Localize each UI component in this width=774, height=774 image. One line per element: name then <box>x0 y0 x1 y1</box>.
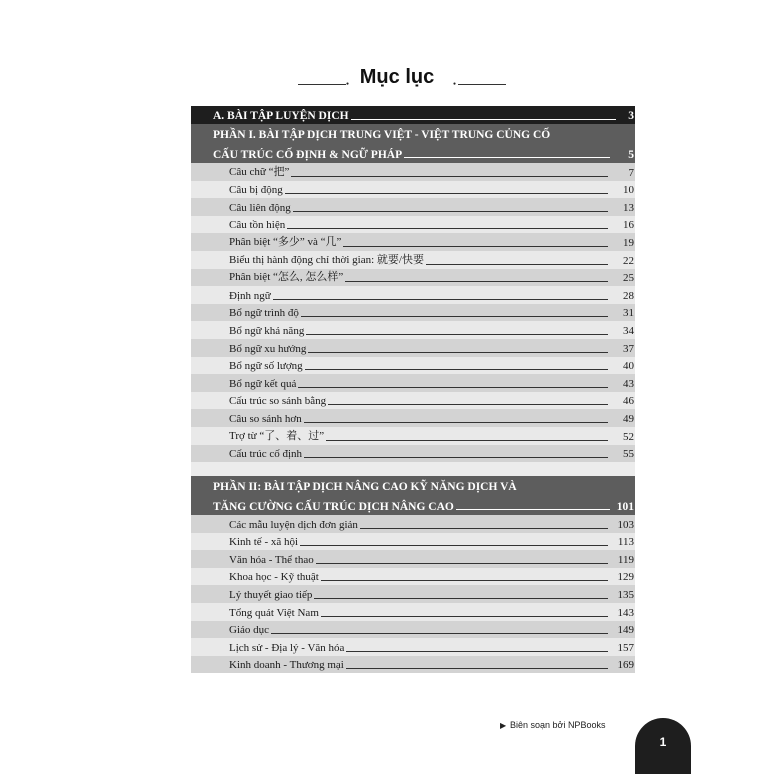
toc-entry-page: 16 <box>623 219 634 232</box>
footer-credit: Biên soạn bởi NPBooks <box>510 720 606 730</box>
part-2-entries <box>191 515 635 673</box>
toc-entry-label: Bổ ngữ trình độ <box>229 307 299 320</box>
toc-entry-page: 13 <box>623 201 634 214</box>
toc-entry[interactable] <box>191 638 635 656</box>
toc-entry[interactable] <box>191 585 635 603</box>
toc-entry[interactable] <box>191 392 635 410</box>
toc-entry-page: 143 <box>617 606 634 619</box>
toc-entry-label: Bổ ngữ kết quả <box>229 377 297 390</box>
toc-entry-label: Các mẫu luyện dịch đơn giản <box>229 518 358 531</box>
toc-entry-label: Câu liên động <box>229 201 291 214</box>
leader-line <box>305 369 608 370</box>
toc-entry[interactable] <box>191 533 635 551</box>
toc-entry-label: Câu bị động <box>229 184 283 197</box>
leader-line <box>308 352 608 353</box>
toc-entry-page: 149 <box>617 624 634 637</box>
toc-entry-page: 7 <box>628 166 634 179</box>
part-2-page: 101 <box>616 501 634 514</box>
toc-entry-page: 46 <box>623 395 634 408</box>
toc-entry[interactable] <box>191 286 635 304</box>
toc-entry-label: Văn hóa - Thể thao <box>229 553 314 566</box>
toc-entry[interactable] <box>191 163 635 181</box>
toc-part-2[interactable] <box>191 476 635 515</box>
toc-entry[interactable] <box>191 251 635 269</box>
title-dot-right: ● <box>453 82 457 87</box>
section-a-label: A. BÀI TẬP LUYỆN DỊCH <box>213 110 349 122</box>
leader-line <box>351 119 616 120</box>
toc-entry[interactable] <box>191 374 635 392</box>
toc-entry-page: 31 <box>623 307 634 320</box>
toc-entry-label: Câu so sánh hơn <box>229 412 302 425</box>
toc-entry[interactable] <box>191 233 635 251</box>
leader-line <box>346 668 608 669</box>
toc-entry[interactable] <box>191 269 635 287</box>
leader-line <box>304 457 608 458</box>
toc-entry-label: Kinh doanh - Thương mại <box>229 659 344 672</box>
leader-line <box>291 176 608 177</box>
toc-entry[interactable] <box>191 181 635 199</box>
toc-entry-page: 28 <box>623 289 634 302</box>
toc-entry-label: Bổ ngữ xu hướng <box>229 342 307 355</box>
toc-entry-label: Lịch sử - Địa lý - Văn hóa <box>229 641 345 654</box>
leader-line <box>300 545 608 546</box>
leader-line <box>321 580 608 581</box>
toc-entry-label: Khoa học - Kỹ thuật <box>229 571 319 584</box>
toc-entry-label: Tổng quát Việt Nam <box>229 606 319 619</box>
page-title-area <box>0 64 774 98</box>
leader-line <box>346 651 608 652</box>
leader-line <box>285 193 608 194</box>
toc-entry-page: 169 <box>617 659 634 672</box>
toc-entry[interactable] <box>191 339 635 357</box>
part-1-title-line1: PHẦN I. BÀI TẬP DỊCH TRUNG VIỆT - VIỆT TRUNG CỦNG CỐ <box>213 129 551 141</box>
toc-entry-label: Bổ ngữ số lượng <box>229 360 303 373</box>
leader-line <box>273 299 608 300</box>
part-2-title-line2: TĂNG CƯỜNG CẤU TRÚC DỊCH NÂNG CAO <box>213 501 454 514</box>
toc-entry[interactable] <box>191 656 635 674</box>
toc-entry[interactable] <box>191 621 635 639</box>
toc-entry-page: 34 <box>623 324 634 337</box>
toc-entry[interactable] <box>191 445 635 463</box>
page-title: Mục lục <box>359 66 435 88</box>
title-dot-left: ● <box>346 82 350 87</box>
toc-entry[interactable] <box>191 603 635 621</box>
toc-entry-page: 10 <box>623 184 634 197</box>
leader-line <box>314 598 608 599</box>
toc-entry-page: 157 <box>617 641 634 654</box>
toc-entry[interactable] <box>191 198 635 216</box>
toc-section-a[interactable] <box>191 106 635 124</box>
toc-entry[interactable] <box>191 550 635 568</box>
toc-entry-page: 113 <box>617 536 634 549</box>
leader-line <box>304 422 608 423</box>
toc-entry-label: Cấu trúc so sánh bằng <box>229 395 327 408</box>
page-number: 1 <box>659 735 667 749</box>
table-of-contents <box>191 106 635 673</box>
toc-entry-label: Định ngữ <box>229 289 271 302</box>
leader-line <box>345 281 608 282</box>
toc-entry-label: Biểu thị hành động chỉ thời gian: 就要/快要 <box>229 253 424 266</box>
toc-entry[interactable] <box>191 321 635 339</box>
toc-entry-page: 25 <box>623 272 634 285</box>
section-gap <box>191 462 635 476</box>
toc-entry-label: Bổ ngữ khả năng <box>229 324 305 337</box>
leader-line <box>271 633 608 634</box>
toc-entry-label: Trợ từ “了、着、过” <box>229 429 325 442</box>
toc-entry[interactable] <box>191 568 635 586</box>
toc-entry-page: 52 <box>623 430 634 443</box>
toc-entry[interactable] <box>191 409 635 427</box>
footer-arrow-icon: ▶ <box>500 721 507 730</box>
toc-entry-label: Cấu trúc cố định <box>229 448 303 461</box>
toc-entry[interactable] <box>191 357 635 375</box>
toc-entry-label: Giáo dục <box>229 624 270 637</box>
toc-entry-page: 43 <box>623 377 634 390</box>
toc-entry[interactable] <box>191 427 635 445</box>
part-1-page: 5 <box>628 149 634 161</box>
leader-line <box>298 387 608 388</box>
toc-entry-page: 40 <box>623 360 634 373</box>
toc-entry-page: 119 <box>617 553 634 566</box>
toc-entry-page: 19 <box>623 236 634 249</box>
toc-entry-page: 55 <box>623 448 634 461</box>
leader-line <box>360 528 608 529</box>
leader-line <box>326 440 608 441</box>
part-2-title-line1: PHẦN II: BÀI TẬP DỊCH NÂNG CAO KỸ NĂNG DỊCH VÀ <box>213 481 517 494</box>
toc-entry-page: 22 <box>623 254 634 267</box>
toc-part-1[interactable] <box>191 124 635 163</box>
leader-line <box>301 316 608 317</box>
title-rule-right <box>458 84 506 85</box>
toc-entry-page: 37 <box>623 342 634 355</box>
toc-entry-page: 135 <box>617 589 634 602</box>
leader-line <box>306 334 608 335</box>
part-1-entries <box>191 163 635 462</box>
page-number-tab <box>635 718 691 774</box>
part-1-title-line2: CẤU TRÚC CỐ ĐỊNH & NGỮ PHÁP <box>213 149 403 161</box>
toc-entry[interactable] <box>191 515 635 533</box>
section-a-page: 3 <box>628 110 634 122</box>
leader-line <box>426 264 608 265</box>
toc-entry-label: Phân biệt “怎么, 怎么样” <box>229 271 344 284</box>
leader-line <box>328 404 608 405</box>
toc-entry-label: Kinh tế - xã hội <box>229 536 299 549</box>
toc-entry-label: Câu tồn hiện <box>229 219 286 232</box>
leader-line <box>343 246 608 247</box>
title-rule-left <box>298 84 346 85</box>
toc-entry-label: Phân biệt “多少” và “几” <box>229 235 342 248</box>
toc-entry[interactable] <box>191 216 635 234</box>
leader-line <box>293 211 608 212</box>
leader-line <box>287 228 608 229</box>
leader-line <box>316 563 608 564</box>
toc-entry-page: 103 <box>617 518 634 531</box>
toc-entry-label: Lý thuyết giao tiếp <box>229 589 313 602</box>
leader-line <box>404 157 610 158</box>
leader-line <box>321 616 608 617</box>
toc-entry-label: Câu chữ “把” <box>229 165 290 178</box>
toc-entry-page: 49 <box>623 412 634 425</box>
toc-entry[interactable] <box>191 304 635 322</box>
leader-line <box>456 509 610 510</box>
toc-entry-page: 129 <box>617 571 634 584</box>
